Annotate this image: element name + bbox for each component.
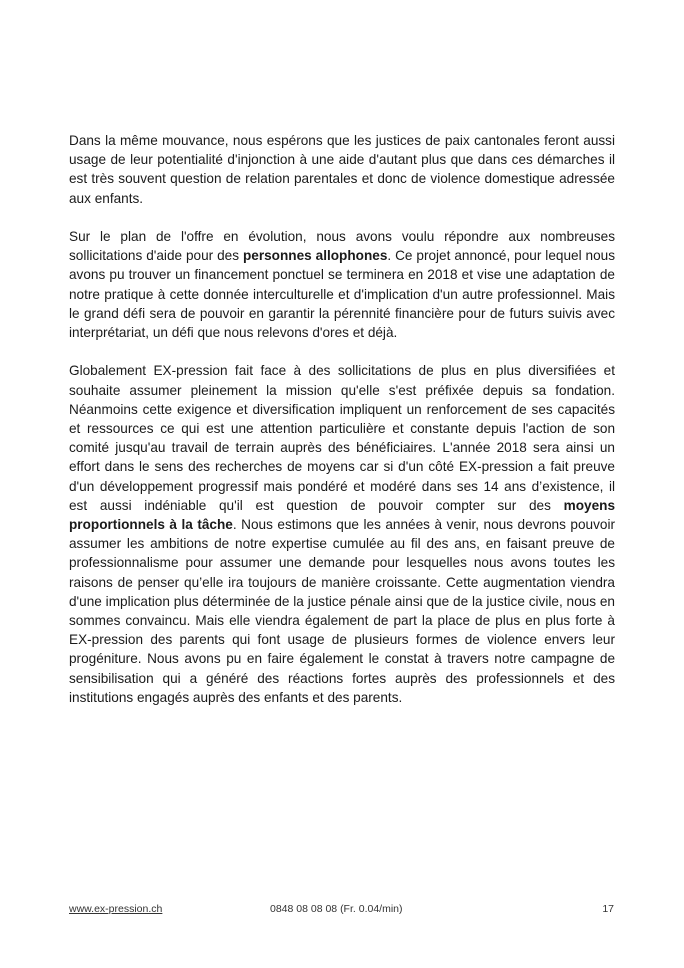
bold-phrase: moyens proportionnels à la tâche (69, 497, 615, 533)
body-paragraph (69, 227, 615, 342)
text-segment: Sur le plan de l'offre en évolution, nous avons voulu répondre aux nombreuses sollicitations d'aide pour des (69, 229, 615, 264)
text-segment: . Nous estimons que les années à venir, nous devrons pouvoir assumer les ambitions de notre expertise cumulée au fil des ans, en faisant preuve de professionnalisme pour assumer une demande pour lesquelles nous avons toutes les raisons de penser qu’elle ira toujours de manière croissante. Cette augmentation viendra d'une implication plus déterminée de la justice pénale ainsi que de la justice civile, nous en sommes convaincu. Mais elle viendra également de part la place de plus en plus forte à EX-pression des parents qui font usage de plusieurs formes de violence envers leur progéniture. Nous avons pu en faire également le constat à travers notre campagne de sensibilisation qui a généré des réactions fortes auprès des professionnels et des institutions engagés auprès des enfants et des parents. (69, 517, 615, 705)
body-paragraph (69, 131, 615, 208)
page-number: 17 (602, 903, 614, 915)
text-segment: . Ce projet annoncé, pour lequel nous avons pu trouver un financement ponctuel se terminera en 2018 et vise une adaptation de notre pratique à cette donnée interculturelle et d'implication d'un autre professionnel. Mais le grand défi sera de pouvoir en garantir la pérennité financière pour de futurs suivis avec interprétariat, un défi que nous relevons d'ores et déjà. (69, 248, 615, 341)
bold-phrase: personnes allophones (242, 248, 388, 264)
body-text (69, 131, 615, 726)
website-link[interactable]: www.ex-pression.ch (69, 903, 163, 915)
phone-number: 0848 08 08 08 (Fr. 0.04/min) (270, 903, 403, 915)
text-segment: Globalement EX-pression fait face à des sollicitations de plus en plus diversifiées et souhaite assumer pleinement la mission qu'elle s'est préfixée depuis sa fondation. Néanmoins cette exigence et diversification impliquent un renforcement de ses capacités et ressources ce qui est une attention particulière et constante depuis l'action de son comité jusqu'au travail de terrain auprès des bénéficiaires. L'année 2018 sera ainsi un effort dans le sens des recherches de moyens car si d'un côté EX-pression a fait preuve d'un développement progressif mais pondéré et modéré dans ses 14 ans d’existence, il est aussi indéniable qu'il est question de pouvoir compter sur des (69, 363, 615, 513)
text-segment: Dans la même mouvance, nous espérons que les justices de paix cantonales feront aussi usage de leur potentialité d'injonction à une aide d'autant plus que dans ces démarches il est très souvent question de relation parentales et donc de violence domestique adressée aux enfants. (69, 133, 615, 206)
body-paragraph (69, 361, 615, 707)
